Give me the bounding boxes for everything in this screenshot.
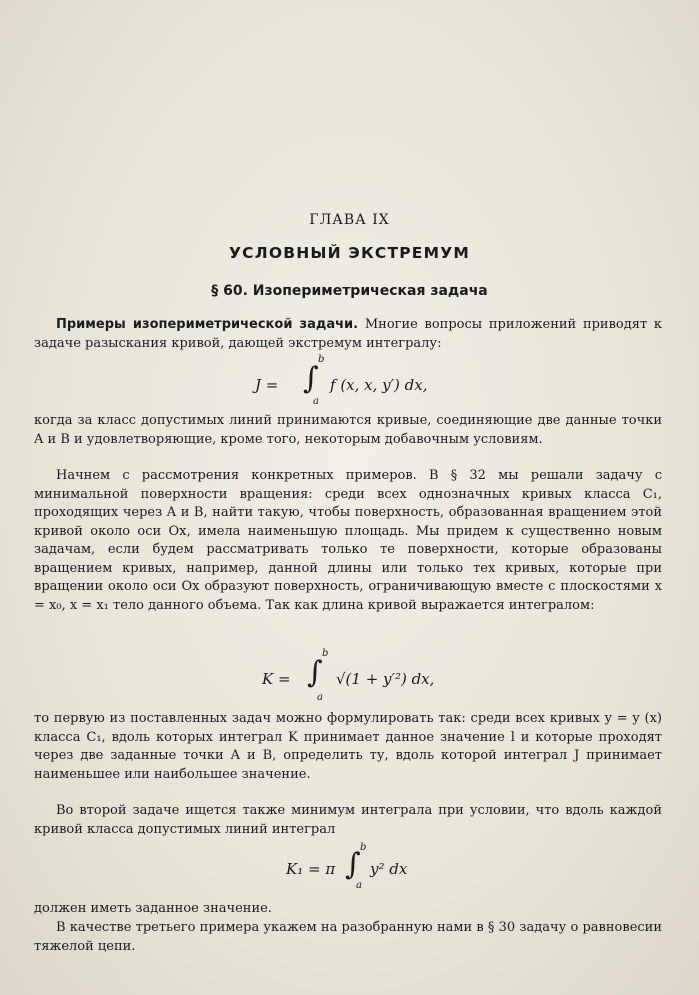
paragraph-text-block: то первую из поставленных задач можно формулировать так: среди всех кривых y = y (x) класса C₁, вдоль которых интеграл K принимает данное значение l и которые проходят через две заданные точки A и B, определить ту, вдоль которой интеграл J принимает наименьшее или наибольшее значение. — [34, 711, 662, 782]
upper-limit: b — [318, 354, 325, 365]
paragraph-text-block: должен иметь заданное значение. — [34, 901, 272, 916]
paragraph-text-block: Начнем с рассмотрения конкретных примеров. В § 32 мы решали задачу с минимальной поверхности вращения: среди всех однозначных кривых класса C₁, проходящих через A и B, найти такую, чтобы поверхность, образованная вращением этой кривой около оси Ox, имела наименьшую площадь. Мы придем к существенно новым задачам, если будем рассматривать только те поверхности, которые образованы вращением кривых, например, данной длины или только тех кривых, которые при вращении около оси Ox образуют поверхность, ограничивающую вместе с плоскостями x = x₀, x = x₁ тело данного объема. Так как длина кривой выражается интегралом: — [34, 468, 662, 613]
lower-limit: a — [356, 880, 362, 891]
lower-limit: a — [313, 396, 319, 407]
formula-integrand: f (x, x, y′) dx, — [330, 376, 428, 394]
paragraph-text: Многие вопросы приложений приводят к задаче разыскания кривой, дающей экстремум интегралу: — [34, 317, 662, 351]
upper-limit: b — [322, 648, 329, 659]
paragraph-text-block: Во второй задаче ищется также минимум интеграла при условии, что вдоль каждой кривой класса допустимых линий интеграл — [34, 803, 662, 837]
run-in-heading: Примеры изопериметрической задачи. — [56, 317, 359, 332]
paragraph-text-block: В качестве третьего примера укажем на разобранную нами в § 30 задачу о равновесии тяжелой цепи. — [34, 920, 662, 954]
paragraph-intro — [34, 316, 662, 353]
formula-lhs: K₁ = π — [286, 860, 336, 878]
upper-limit: b — [360, 842, 367, 853]
chapter-number: ГЛАВА IX — [309, 212, 390, 228]
integral-sign: ∫ — [345, 847, 361, 882]
integral-sign: ∫ — [303, 361, 319, 396]
chapter-title: УСЛОВНЫЙ ЭКСТРЕМУМ — [229, 244, 470, 262]
formula-lhs: K = — [262, 670, 291, 688]
formula-lhs: J = — [255, 376, 279, 394]
section-heading: § 60. Изопериметрическая задача — [211, 283, 488, 299]
paragraph-text-block: когда за класс допустимых линий принимаются кривые, соединяющие две данные точки A и B и удовлетворяющие, кроме того, некоторым добавочным условиям. — [34, 413, 662, 447]
formula-integrand: √(1 + y′²) dx, — [336, 670, 435, 688]
lower-limit: a — [317, 692, 323, 703]
formula-integrand: y² dx — [370, 860, 408, 878]
integral-sign: ∫ — [307, 655, 323, 690]
